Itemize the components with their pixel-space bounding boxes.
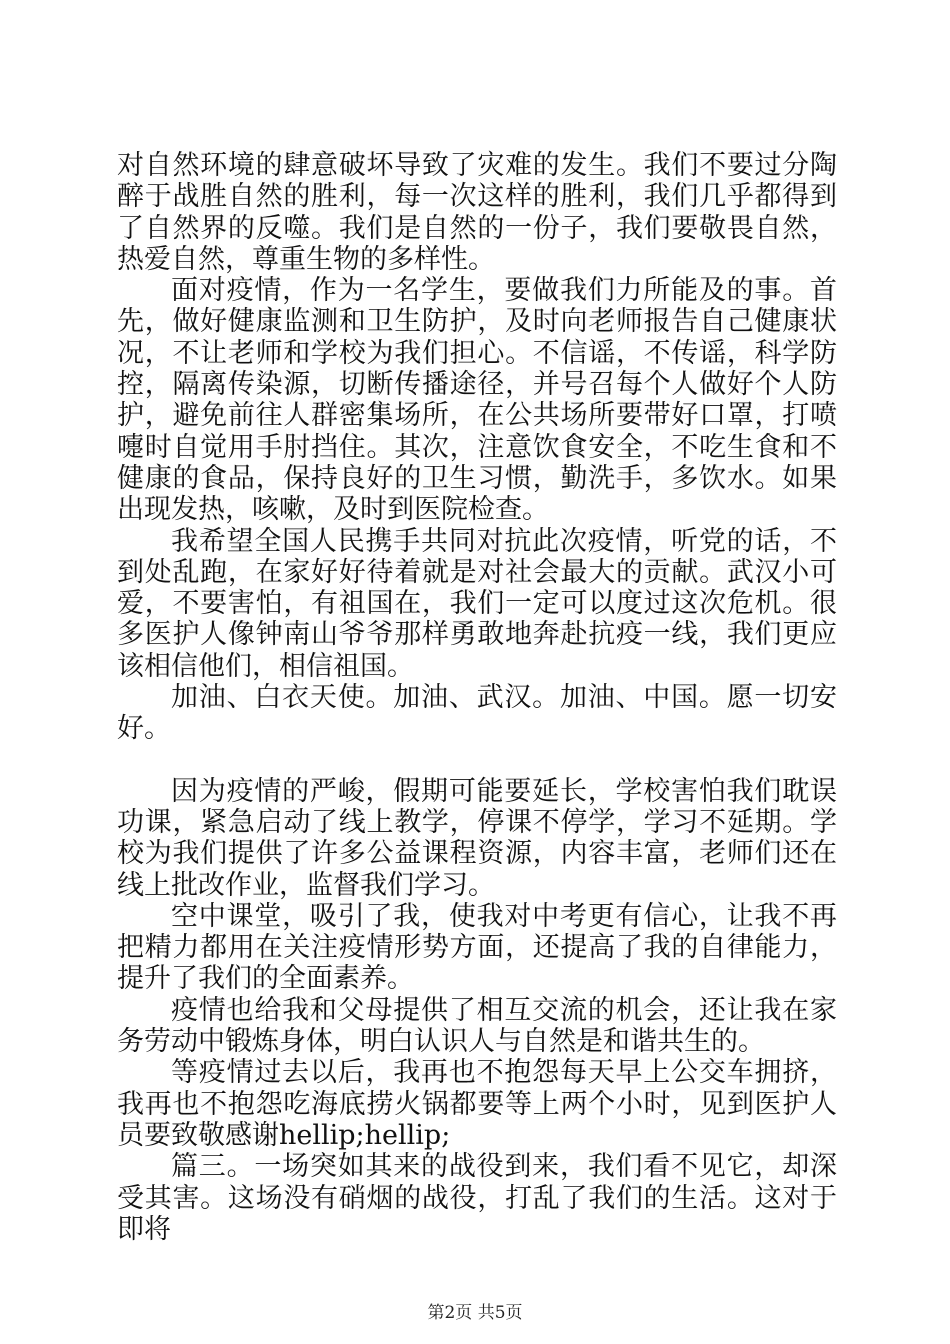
paragraph-nature-reverence: 对自然环境的肆意破坏导致了灾难的发生。我们不要过分陶醉于战胜自然的胜利，每一次这样的胜利，我们几乎都得到了自然界的反噬。我们是自然的一份子，我们要敬畏自然，热爱自然，尊重生物的多样性。 [117,150,837,275]
paragraph-student-actions: 面对疫情，作为一名学生，要做我们力所能及的事。首先，做好健康监测和卫生防护，及时向老师报告自己健康状况，不让老师和学校为我们担心。不信谣，不传谣，科学防控，隔离传染源，切断传播途径，并号召每个人做好个人防护，避免前往人群密集场所，在公共场所要带好口罩，打喷嚏时自觉用手肘挡住。其次，注意饮食安全，不吃生食和不健康的食品，保持良好的卫生习惯，勤洗手，多饮水。如果出现发热，咳嗽，及时到医院检查。 [117,275,837,526]
body-text [117,150,837,1245]
paragraph-online-teaching: 因为疫情的严峻，假期可能要延长，学校害怕我们耽误功课，紧急启动了线上教学，停课不停学，学习不延期。学校为我们提供了许多公益课程资源，内容丰富，老师们还在线上批改作业，监督我们学习。 [117,775,837,901]
paragraph-part-three: 篇三。一场突如其来的战役到来，我们看不见它，却深受其害。这场没有硝烟的战役，打乱了我们的生活。这对于即将 [117,1151,837,1245]
paragraph-air-classroom: 空中课堂，吸引了我，使我对中考更有信心，让我不再把精力都用在关注疫情形势方面，还提高了我的自律能力，提升了我们的全面素养。 [117,900,837,995]
paragraph-after-epidemic: 等疫情过去以后，我再也不抱怨每天早上公交车拥挤，我再也不抱怨吃海底捞火锅都要等上两个小时，见到医护人员要致敬感谢hellip;hellip; [117,1057,837,1151]
paragraph-cheer: 加油、白衣天使。加油、武汉。加油、中国。愿一切安好。 [117,682,837,745]
paragraph-family-time: 疫情也给我和父母提供了相互交流的机会，还让我在家务劳动中锻炼身体，明白认识人与自然是和谐共生的。 [117,994,837,1058]
paragraph-national-hope: 我希望全国人民携手共同对抗此次疫情，听党的话，不到处乱跑，在家好好待着就是对社会最大的贡献。武汉小可爱，不要害怕，有祖国在，我们一定可以度过这次危机。很多医护人像钟南山爷爷那样勇敢地奔赴抗疫一线，我们更应该相信他们，相信祖国。 [117,525,837,682]
page-number-footer: 第2页 共5页 [427,1303,523,1323]
